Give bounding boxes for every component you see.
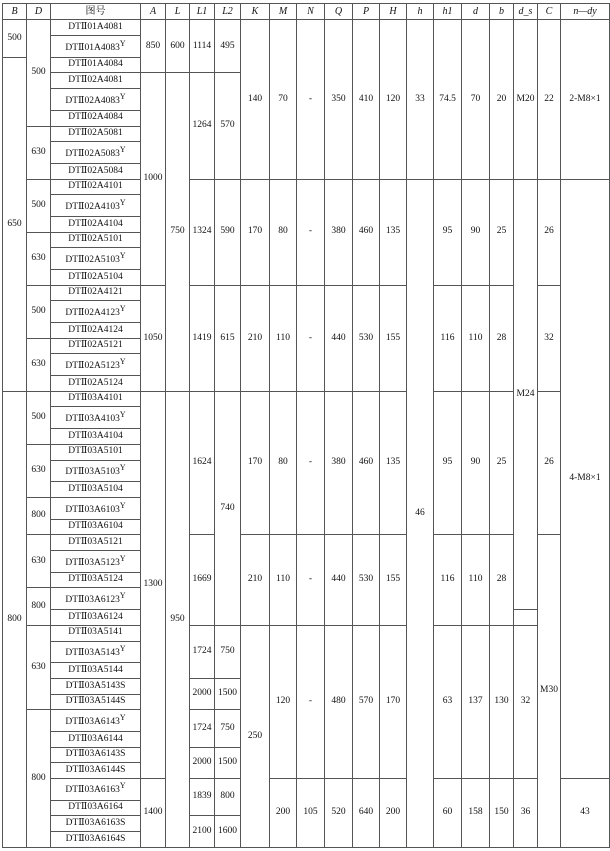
cell: 530	[353, 535, 380, 626]
cell: 170	[380, 625, 407, 778]
cell: -	[297, 535, 325, 626]
cell: 26	[538, 391, 561, 535]
cell: 2100	[190, 816, 215, 848]
code-cell: $DTⅡ03A6123^Y$	[51, 588, 141, 610]
cell: 380	[325, 179, 353, 285]
cell: 2000	[190, 678, 215, 709]
cell: 170	[241, 391, 270, 535]
code-cell: DTⅡ02A5121	[51, 338, 141, 354]
cell: 22	[538, 20, 561, 179]
cell: 110	[270, 535, 297, 626]
header-cell: h1	[434, 4, 462, 20]
cell: 46	[407, 179, 434, 847]
cell: 630	[27, 126, 51, 179]
cell: 70	[462, 20, 490, 179]
cell: 63	[434, 625, 462, 778]
code-cell: $DTⅡ03A5103^Y$	[51, 460, 141, 482]
cell: 1500	[215, 747, 241, 778]
code-cell: DTⅡ02A5084	[51, 163, 141, 179]
cell: 500	[27, 20, 51, 126]
header-cell: B	[3, 4, 27, 20]
table-row	[3, 625, 610, 641]
cell: 570	[215, 73, 241, 179]
dimension-table	[2, 3, 610, 848]
cell: 60	[434, 778, 462, 847]
cell: 1050	[141, 285, 166, 391]
cell: 750	[215, 625, 241, 678]
cell: 105	[297, 778, 325, 847]
cell: 140	[241, 20, 270, 179]
code-cell: DTⅡ03A5104	[51, 482, 141, 498]
cell: 500	[27, 179, 51, 232]
code-cell: DTⅡ03A5101	[51, 444, 141, 460]
cell: 570	[353, 625, 380, 778]
cell: 650	[3, 57, 27, 391]
code-cell: DTⅡ02A4084	[51, 110, 141, 126]
table-header	[3, 4, 610, 20]
code-cell: $DTⅡ02A5083^Y$	[51, 142, 141, 164]
cell: 615	[215, 285, 241, 391]
cell: 460	[353, 179, 380, 285]
code-cell: DTⅡ02A5101	[51, 232, 141, 248]
cell: 1669	[190, 535, 215, 626]
cell: 90	[462, 391, 490, 535]
header-cell: H	[380, 4, 407, 20]
cell: 110	[462, 535, 490, 626]
cell: 1324	[190, 179, 215, 285]
code-cell: DTⅡ01A4081	[51, 20, 141, 36]
cell: 70	[270, 20, 297, 179]
cell: -	[297, 285, 325, 391]
code-cell: $DTⅡ02A5103^Y$	[51, 248, 141, 270]
cell: 750	[166, 73, 190, 391]
cell: 800	[215, 778, 241, 815]
cell: 155	[380, 285, 407, 391]
cell: 1624	[190, 391, 215, 535]
cell: 800	[27, 588, 51, 625]
cell: 4-M8×1	[561, 179, 610, 778]
header-cell: C	[538, 4, 561, 20]
code-cell: $DTⅡ03A5123^Y$	[51, 551, 141, 573]
code-cell: DTⅡ02A5081	[51, 126, 141, 142]
code-cell: DTⅡ03A5144S	[51, 694, 141, 710]
cell: 380	[325, 391, 353, 535]
cell: 110	[462, 285, 490, 391]
cell: 500	[27, 285, 51, 338]
cell: 600	[166, 20, 190, 73]
cell: 36	[514, 778, 538, 847]
code-cell: DTⅡ03A6143S	[51, 747, 141, 763]
code-cell: DTⅡ03A6164S	[51, 831, 141, 847]
cell: 25	[490, 391, 514, 535]
header-cell: Q	[325, 4, 353, 20]
cell: 150	[490, 778, 514, 847]
code-cell: DTⅡ02A4124	[51, 323, 141, 339]
cell: -	[297, 391, 325, 535]
code-cell: DTⅡ03A4101	[51, 391, 141, 407]
cell: 630	[27, 535, 51, 588]
table-row	[3, 778, 610, 800]
code-cell: $DTⅡ02A4083^Y$	[51, 89, 141, 111]
cell: 43	[561, 778, 610, 847]
header-cell: N	[297, 4, 325, 20]
cell: 630	[27, 444, 51, 497]
code-cell: DTⅡ03A6104	[51, 519, 141, 535]
code-cell: DTⅡ03A5124	[51, 572, 141, 588]
cell: 530	[353, 285, 380, 391]
cell: 1400	[141, 778, 166, 847]
cell: -	[297, 20, 325, 179]
cell: 630	[27, 232, 51, 285]
header-cell: b	[490, 4, 514, 20]
code-cell: DTⅡ03A6124	[51, 610, 141, 626]
cell: 1264	[190, 73, 215, 179]
cell: 630	[27, 625, 51, 709]
cell: 520	[325, 778, 353, 847]
cell: 74.5	[434, 20, 462, 179]
code-cell: $DTⅡ03A5143^Y$	[51, 641, 141, 663]
code-cell: $DTⅡ03A6103^Y$	[51, 497, 141, 519]
code-cell: DTⅡ02A4104	[51, 217, 141, 233]
cell: 33	[407, 20, 434, 179]
code-cell: DTⅡ03A5144	[51, 663, 141, 679]
cell: 116	[434, 285, 462, 391]
cell: 170	[241, 179, 270, 285]
code-cell: DTⅡ03A5143S	[51, 678, 141, 694]
cell: 1724	[190, 625, 215, 678]
cell: 480	[325, 625, 353, 778]
cell: 350	[325, 20, 353, 179]
code-cell: DTⅡ03A6144S	[51, 763, 141, 779]
header-cell: M	[270, 4, 297, 20]
cell: 410	[353, 20, 380, 179]
code-cell: $DTⅡ01A4083^Y$	[51, 36, 141, 58]
cell: 135	[380, 179, 407, 285]
cell: 210	[241, 535, 270, 626]
cell: 440	[325, 535, 353, 626]
cell: 800	[3, 391, 27, 847]
cell: 250	[241, 625, 270, 847]
code-cell: DTⅡ03A6163S	[51, 816, 141, 832]
cell: 740	[215, 391, 241, 625]
code-cell: DTⅡ02A4081	[51, 73, 141, 89]
cell: 90	[462, 179, 490, 285]
cell: 120	[270, 625, 297, 778]
cell: 26	[538, 179, 561, 285]
cell: 120	[380, 20, 407, 179]
cell: 1839	[190, 778, 215, 815]
header-cell: d_s	[514, 4, 538, 20]
cell: 95	[434, 391, 462, 535]
header-cell: L1	[190, 4, 215, 20]
code-cell: DTⅡ02A4101	[51, 179, 141, 195]
cell: 1000	[141, 73, 166, 285]
header-cell: 图号	[51, 4, 141, 20]
cell: 200	[380, 778, 407, 847]
cell: 2000	[190, 747, 215, 778]
header-cell: h	[407, 4, 434, 20]
code-cell: DTⅡ01A4084	[51, 57, 141, 73]
cell: 850	[141, 20, 166, 73]
code-cell: DTⅡ03A5121	[51, 535, 141, 551]
cell: 80	[270, 391, 297, 535]
cell: 28	[490, 535, 514, 626]
cell: 500	[3, 20, 27, 57]
code-cell: $DTⅡ03A6143^Y$	[51, 710, 141, 732]
cell: M20	[514, 20, 538, 179]
cell: 440	[325, 285, 353, 391]
cell: 460	[353, 391, 380, 535]
cell: -	[297, 625, 325, 778]
cell: 1500	[215, 678, 241, 709]
cell: 32	[538, 285, 561, 391]
cell: 130	[490, 625, 514, 778]
header-cell: P	[353, 4, 380, 20]
code-cell: DTⅡ03A6164	[51, 800, 141, 816]
cell: 25	[490, 179, 514, 285]
code-cell: DTⅡ03A4104	[51, 429, 141, 445]
cell: 116	[434, 535, 462, 626]
cell: 20	[490, 20, 514, 179]
code-cell: $DTⅡ02A5123^Y$	[51, 354, 141, 376]
cell: 590	[215, 179, 241, 285]
cell: 1300	[141, 391, 166, 778]
cell: 500	[27, 391, 51, 444]
header-cell: n—dy	[561, 4, 610, 20]
code-cell: $DTⅡ03A4103^Y$	[51, 407, 141, 429]
cell: 1724	[190, 710, 215, 747]
cell: 32	[514, 625, 538, 778]
cell: -	[297, 179, 325, 285]
code-cell: $DTⅡ03A6163^Y$	[51, 778, 141, 800]
code-cell: DTⅡ03A5141	[51, 625, 141, 641]
code-cell: DTⅡ03A6144	[51, 732, 141, 748]
cell: M30	[538, 535, 561, 848]
cell: 95	[434, 179, 462, 285]
cell: 950	[166, 391, 190, 847]
code-cell: DTⅡ02A5124	[51, 376, 141, 392]
header-cell: D	[27, 4, 51, 20]
cell: 1114	[190, 20, 215, 73]
cell: 800	[27, 497, 51, 534]
header-cell: L2	[215, 4, 241, 20]
code-cell: DTⅡ02A4121	[51, 285, 141, 301]
cell: 495	[215, 20, 241, 73]
cell: 135	[380, 391, 407, 535]
cell: 630	[27, 338, 51, 391]
table-row	[3, 179, 610, 195]
cell: 210	[241, 285, 270, 391]
cell: 110	[270, 285, 297, 391]
code-cell: $DTⅡ02A4103^Y$	[51, 195, 141, 217]
header-cell: L	[166, 4, 190, 20]
cell: 640	[353, 778, 380, 847]
cell: M24	[514, 179, 538, 610]
cell: 158	[462, 778, 490, 847]
cell: 28	[490, 285, 514, 391]
cell: 2-M8×1	[561, 20, 610, 179]
cell: 1600	[215, 816, 241, 848]
header-cell: A	[141, 4, 166, 20]
table-row	[3, 20, 610, 36]
cell: 1419	[190, 285, 215, 391]
cell: 80	[270, 179, 297, 285]
code-cell: DTⅡ02A5104	[51, 270, 141, 286]
cell: 137	[462, 625, 490, 778]
header-cell: K	[241, 4, 270, 20]
cell: 200	[270, 778, 297, 847]
cell: 800	[27, 710, 51, 848]
cell: 155	[380, 535, 407, 626]
header-cell: d	[462, 4, 490, 20]
cell: 750	[215, 710, 241, 747]
code-cell: $DTⅡ02A4123^Y$	[51, 301, 141, 323]
